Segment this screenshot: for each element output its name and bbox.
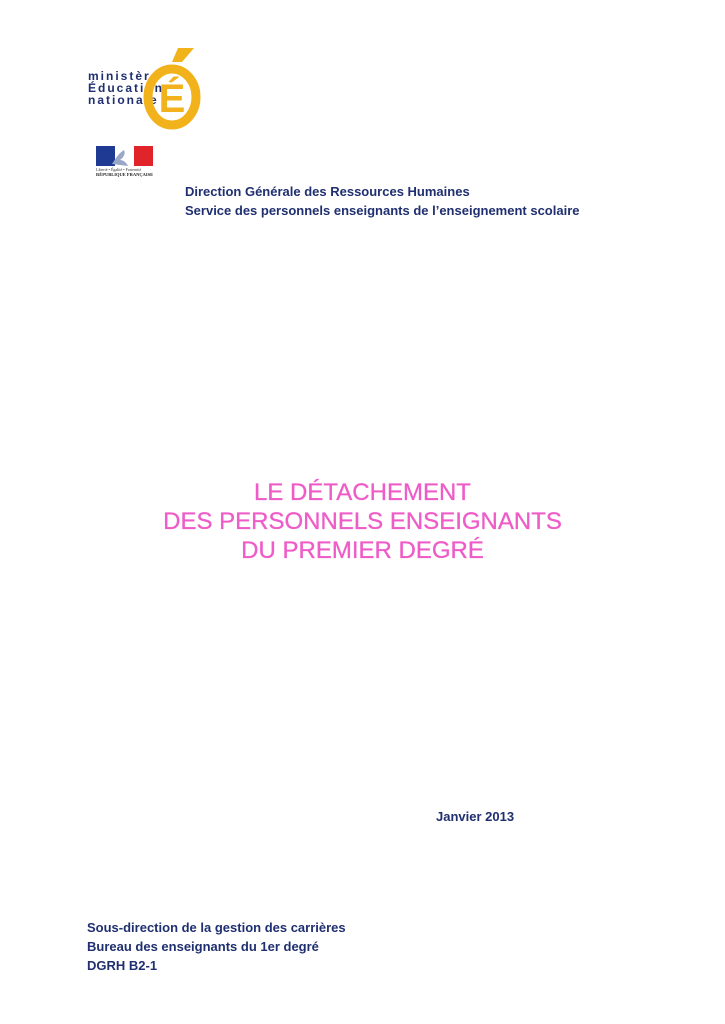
republique-motto (96, 167, 156, 177)
ministry-logo-line: Éducation (88, 81, 165, 95)
document-title (0, 478, 725, 565)
ministry-e-icon (142, 44, 206, 130)
title-line-3: DU PREMIER DEGRÉ (241, 537, 484, 564)
title-line-2: DES PERSONNELS ENSEIGNANTS (163, 508, 562, 535)
republique-motto-text: Liberté • Égalité • Fraternité (96, 167, 142, 172)
title-line-1: LE DÉTACHEMENT (254, 479, 471, 506)
header-line-service: Service des personnels enseignants de l’enseignement scolaire (185, 203, 580, 218)
footer-line-subdirection: Sous-direction de la gestion des carrières (87, 920, 346, 935)
ministry-logo-line: ministère (88, 69, 160, 83)
header-line-directorate: Direction Générale des Ressources Humaines (185, 184, 470, 199)
footer-line-code: DGRH B2-1 (87, 958, 158, 973)
marianne-flag-icon (96, 146, 153, 166)
ministry-logo-line: nationale (88, 93, 159, 107)
header-block (185, 182, 580, 220)
republique-francaise-logo (96, 146, 156, 180)
ministry-e-letter: É (158, 77, 186, 121)
document-date: Janvier 2013 (436, 809, 515, 824)
republique-name: RÉPUBLIQUE FRANÇAISE (96, 172, 154, 177)
footer-line-bureau: Bureau des enseignants du 1er degré (87, 939, 319, 954)
ministry-logo (88, 44, 208, 134)
footer-block (87, 918, 346, 975)
